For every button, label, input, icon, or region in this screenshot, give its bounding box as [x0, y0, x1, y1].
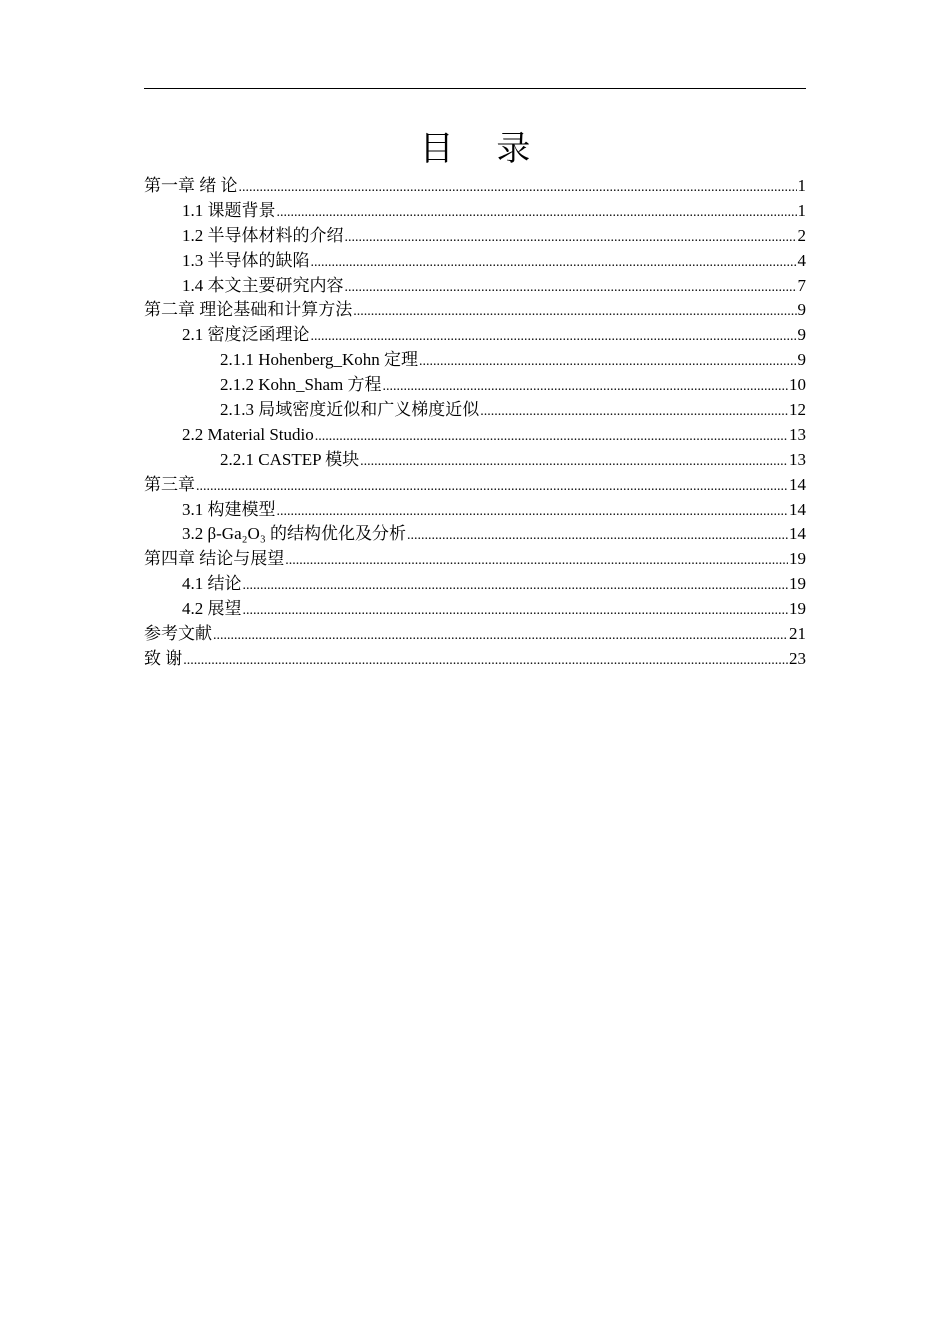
toc-dot-leader: [243, 574, 789, 597]
toc-page-number: 1: [797, 200, 806, 220]
toc-page-number: 21: [789, 624, 806, 644]
toc-entry[interactable]: [144, 423, 806, 448]
toc-entry[interactable]: [144, 224, 806, 249]
toc-entry[interactable]: [144, 398, 806, 423]
toc-page-number: 7: [797, 275, 806, 295]
toc-entry-text: 第二章 理论基础和计算方法: [144, 300, 353, 320]
toc-page-number: 19: [789, 574, 806, 594]
toc-dot-leader: [383, 375, 789, 398]
toc-entry[interactable]: [144, 473, 806, 498]
toc-page-number: 14: [789, 524, 806, 544]
toc-dot-leader: [315, 425, 788, 448]
toc-entry-text: 2.1.3 局域密度近似和广义梯度近似: [220, 400, 480, 420]
toc-entry-text: 2.2.1 CASTEP 模块: [220, 449, 360, 469]
toc-entry[interactable]: [144, 199, 806, 224]
toc-page-number: 19: [789, 599, 806, 619]
toc-entry[interactable]: [144, 348, 806, 373]
toc-entry[interactable]: [144, 597, 806, 622]
toc-entry[interactable]: [144, 323, 806, 348]
toc-dot-leader: [345, 226, 797, 249]
toc-page-number: 23: [789, 648, 806, 668]
toc-entry[interactable]: [144, 572, 806, 597]
toc-page-number: 13: [789, 449, 806, 469]
toc-page-number: 10: [789, 375, 806, 395]
toc-entry[interactable]: [144, 547, 806, 572]
toc-page-number: 9: [797, 325, 806, 345]
toc-page-number: 14: [789, 474, 806, 494]
toc-page-number: 9: [797, 350, 806, 370]
toc-page-number: 2: [797, 225, 806, 245]
toc-entry-text: 1.1 课题背景: [182, 200, 276, 220]
toc-entry-text: 参考文献: [144, 624, 212, 644]
toc-entry[interactable]: [144, 249, 806, 274]
toc-dot-leader: [311, 251, 797, 274]
toc-entry-text: 第一章 绪 论: [144, 176, 238, 195]
toc-dot-leader: [419, 350, 797, 373]
toc-entry-text: 1.4 本文主要研究内容: [182, 275, 344, 295]
toc-page-number: 19: [789, 549, 806, 569]
toc-entry[interactable]: [144, 274, 806, 299]
toc-dot-leader: [243, 599, 789, 622]
toc-entry-text: 2.2 Material Studio: [182, 424, 314, 444]
toc-entry-text: 1.3 半导体的缺陷: [182, 250, 310, 270]
toc-dot-leader: [407, 524, 788, 547]
toc-entry[interactable]: [144, 522, 806, 547]
toc-dot-leader: [196, 475, 788, 498]
toc-entry-text: 2.1.2 Kohn_Sham 方程: [220, 375, 382, 395]
toc-page-number: 12: [789, 400, 806, 420]
toc-page-number: 4: [797, 250, 806, 270]
toc-entry[interactable]: [144, 373, 806, 398]
toc-dot-leader: [213, 624, 788, 647]
toc-entry[interactable]: [144, 498, 806, 523]
toc-dot-leader: [239, 176, 797, 199]
toc-dot-leader: [353, 300, 796, 323]
toc-dot-leader: [480, 400, 788, 423]
toc-entry[interactable]: [144, 647, 806, 672]
toc-entry-text: 致 谢: [144, 648, 183, 668]
toc-entry[interactable]: [144, 448, 806, 473]
toc-dot-leader: [183, 649, 788, 672]
toc-page-number: 1: [797, 176, 806, 195]
toc-entry-text: 1.2 半导体材料的介绍: [182, 225, 344, 245]
toc-entry-text: 2.1 密度泛函理论: [182, 325, 310, 345]
toc-dot-leader: [311, 325, 797, 348]
toc-dot-leader: [345, 276, 797, 299]
toc-entry-text: 3.1 构建模型: [182, 499, 276, 519]
toc-dot-leader: [285, 549, 788, 572]
toc-entry[interactable]: [144, 174, 806, 199]
toc-entry-text: 4.2 展望: [182, 599, 242, 619]
toc-page-number: 14: [789, 499, 806, 519]
toc-dot-leader: [277, 500, 789, 523]
toc-entry-text: 3.2 β-Ga₂O₃ 的结构优化及分析: [182, 524, 407, 544]
toc-dot-leader: [277, 201, 797, 224]
toc-page-number: 9: [797, 300, 806, 320]
toc-entry-text: 2.1.1 Hohenberg_Kohn 定理: [220, 350, 418, 370]
toc-entry-text: 4.1 结论: [182, 574, 242, 594]
toc-dot-leader: [360, 450, 788, 473]
toc-entry[interactable]: [144, 622, 806, 647]
toc-entry[interactable]: [144, 298, 806, 323]
table-of-contents: [144, 174, 806, 672]
toc-entry-text: 第三章: [144, 474, 195, 494]
toc-entry-text: 第四章 结论与展望: [144, 549, 285, 569]
header-rule: [144, 88, 806, 89]
toc-title: 目 录: [419, 129, 547, 169]
toc-page-number: 13: [789, 424, 806, 444]
